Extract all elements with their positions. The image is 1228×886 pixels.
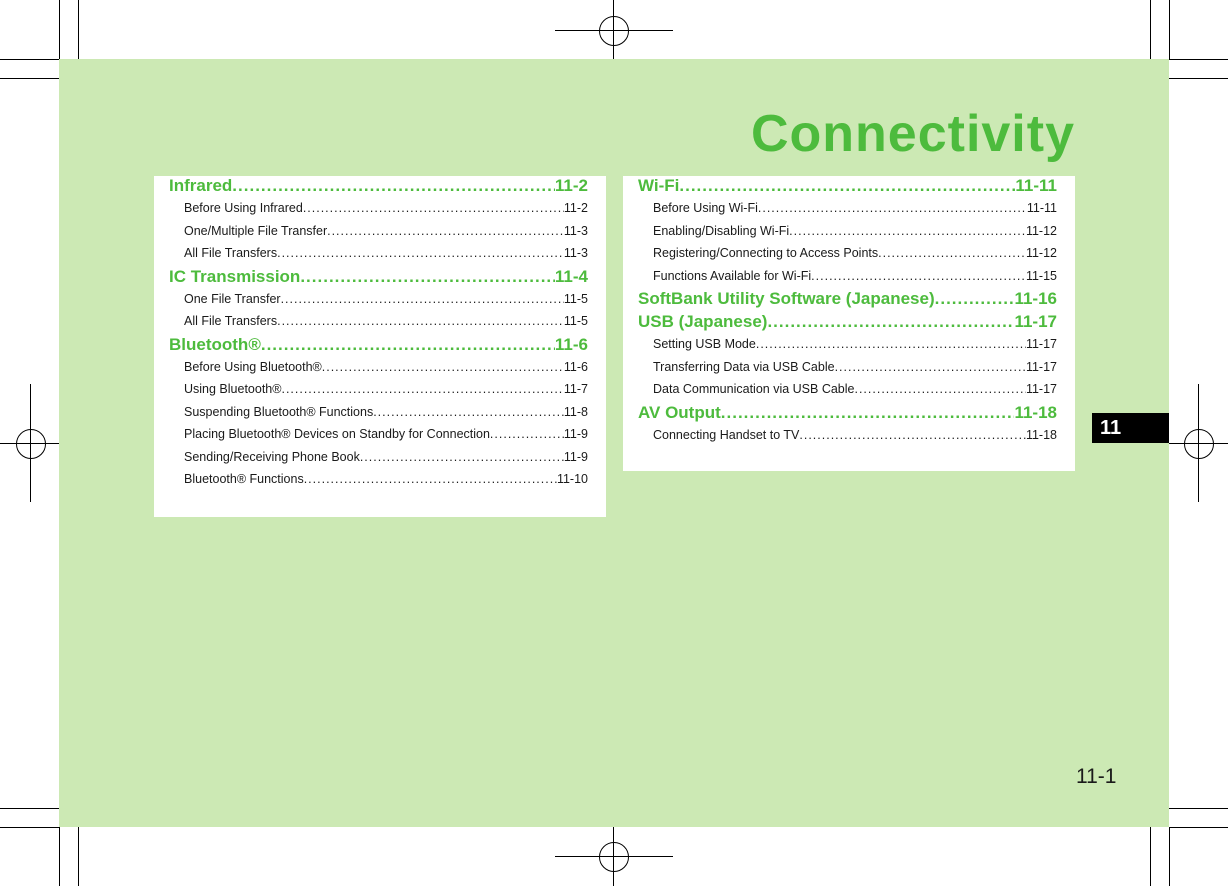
- item-label: One/Multiple File Transfer: [184, 223, 328, 238]
- toc-left-panel: [154, 176, 606, 517]
- leader-dots: [854, 378, 1025, 401]
- item-label: Sending/Receiving Phone Book: [184, 449, 360, 464]
- leader-dots: [327, 220, 564, 243]
- item-label: Suspending Bluetooth® Functions: [184, 404, 374, 419]
- leader-dots: [277, 242, 564, 265]
- toc-item[interactable]: [638, 378, 1057, 401]
- leader-dots: [277, 310, 564, 333]
- item-page: 11-8: [563, 404, 588, 419]
- item-label: Functions Available for Wi-Fi: [653, 268, 812, 283]
- item-page: 11-17: [1025, 359, 1057, 374]
- item-label: Before Using Wi-Fi: [653, 201, 758, 215]
- leader-dots: [758, 197, 1027, 220]
- section-title: Wi-Fi: [638, 176, 680, 195]
- section-title: IC Transmission: [169, 266, 301, 286]
- toc-item[interactable]: [638, 424, 1057, 447]
- item-label: Enabling/Disabling Wi-Fi: [653, 223, 790, 238]
- leader-dots: [261, 333, 555, 356]
- item-label: One File Transfer: [184, 291, 281, 306]
- leader-dots: [811, 265, 1026, 288]
- section-title: AV Output: [638, 402, 721, 422]
- item-page: 11-11: [1026, 201, 1057, 215]
- leader-dots: [303, 197, 564, 220]
- section-page: 11-4: [554, 266, 588, 286]
- section-title: Infrared: [169, 176, 233, 195]
- leader-dots: [281, 378, 563, 401]
- section-title: Bluetooth®: [169, 334, 261, 354]
- item-page: 11-9: [563, 427, 588, 441]
- toc-item[interactable]: [169, 423, 588, 446]
- leader-dots: [490, 423, 564, 446]
- item-page: 11-3: [563, 246, 588, 260]
- item-page: 11-17: [1025, 337, 1057, 351]
- toc-item[interactable]: [169, 468, 588, 491]
- leader-dots: [304, 468, 557, 491]
- toc-section-heading[interactable]: [638, 174, 1057, 197]
- toc-item[interactable]: [169, 310, 588, 333]
- toc-item[interactable]: [169, 356, 588, 379]
- section-title: USB (Japanese): [638, 312, 768, 331]
- item-page: 11-10: [556, 472, 588, 486]
- page-title: Connectivity: [750, 105, 1075, 163]
- toc-item[interactable]: [169, 378, 588, 401]
- section-page: 11-16: [1014, 289, 1057, 308]
- leader-dots: [756, 333, 1026, 356]
- item-label: Setting USB Mode: [653, 337, 756, 351]
- page-number: 11-1: [1076, 765, 1117, 788]
- item-page: 11-7: [563, 382, 588, 396]
- item-label: All File Transfers: [184, 246, 278, 260]
- item-label: All File Transfers: [184, 314, 278, 328]
- item-label: Registering/Connecting to Access Points: [653, 246, 879, 260]
- leader-dots: [799, 424, 1026, 447]
- item-page: 11-5: [563, 314, 588, 328]
- item-label: Bluetooth® Functions: [184, 472, 304, 486]
- leader-dots: [878, 242, 1026, 265]
- item-label: Before Using Infrared: [184, 201, 303, 215]
- section-page: 11-11: [1015, 176, 1057, 195]
- leader-dots: [281, 288, 564, 311]
- toc-item[interactable]: [638, 220, 1057, 243]
- item-page: 11-12: [1025, 246, 1057, 260]
- toc-section-heading[interactable]: [169, 333, 588, 356]
- item-label: Transferring Data via USB Cable: [653, 359, 835, 374]
- leader-dots: [322, 356, 564, 379]
- item-page: 11-5: [563, 291, 588, 306]
- item-page: 11-12: [1025, 223, 1057, 238]
- chapter-tab[interactable]: 11: [1092, 413, 1169, 443]
- toc-item[interactable]: [638, 242, 1057, 265]
- leader-dots: [232, 174, 555, 197]
- item-label: Connecting Handset to TV: [653, 427, 800, 442]
- item-page: 11-6: [563, 359, 588, 374]
- leader-dots: [935, 287, 1015, 310]
- toc-item[interactable]: [169, 220, 588, 243]
- section-page: 11-18: [1014, 402, 1057, 422]
- toc-right-panel: [623, 176, 1075, 471]
- toc-section-heading[interactable]: [638, 401, 1057, 424]
- toc-item[interactable]: [638, 333, 1057, 356]
- item-page: 11-9: [563, 449, 588, 464]
- item-page: 11-18: [1025, 427, 1057, 442]
- item-page: 11-15: [1025, 268, 1057, 283]
- toc-section-heading[interactable]: [638, 310, 1057, 333]
- leader-dots: [360, 446, 564, 469]
- item-label: Data Communication via USB Cable: [653, 382, 855, 396]
- item-page: 11-3: [563, 223, 588, 238]
- leader-dots: [721, 401, 1015, 424]
- leader-dots: [789, 220, 1026, 243]
- item-label: Using Bluetooth®: [184, 382, 282, 396]
- toc-item[interactable]: [169, 288, 588, 311]
- item-label: Before Using Bluetooth®: [184, 359, 322, 374]
- toc-item[interactable]: [638, 197, 1057, 220]
- leader-dots: [300, 265, 555, 288]
- section-title: SoftBank Utility Software (Japanese): [638, 289, 935, 308]
- item-page: 11-2: [563, 201, 588, 215]
- toc-item[interactable]: [638, 356, 1057, 379]
- toc-item[interactable]: [638, 265, 1057, 288]
- section-page: 11-17: [1014, 312, 1057, 331]
- section-page: 11-6: [554, 334, 588, 354]
- toc-item[interactable]: [169, 446, 588, 469]
- section-page: 11-2: [554, 176, 588, 195]
- toc-item[interactable]: [169, 197, 588, 220]
- toc-section-heading[interactable]: [169, 174, 588, 197]
- leader-dots: [767, 310, 1014, 333]
- item-page: 11-17: [1025, 382, 1057, 396]
- item-label: Placing Bluetooth® Devices on Standby for Connection: [184, 427, 490, 441]
- toc-item[interactable]: [169, 242, 588, 265]
- leader-dots: [679, 174, 1015, 197]
- toc-section-heading[interactable]: [638, 287, 1057, 310]
- leader-dots: [835, 356, 1026, 379]
- toc-item[interactable]: [169, 401, 588, 424]
- leader-dots: [373, 401, 564, 424]
- toc-section-heading[interactable]: [169, 265, 588, 288]
